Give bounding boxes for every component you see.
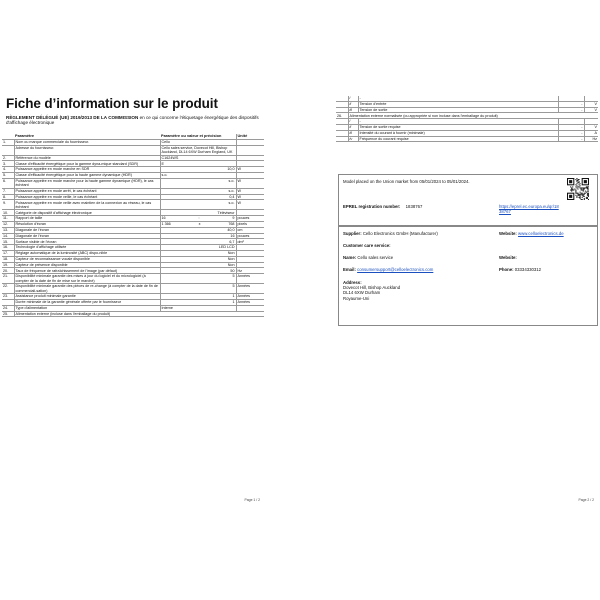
row-value: s.o. [160,188,236,194]
row-unit: pouces [236,216,264,222]
row-unit: Années [236,284,264,294]
row-number: 4. [2,167,14,173]
row-parameter: Disponibilité minimale garantie des mises à jour du logiciel et du micrologiciel (à compter de la date de fin de mise sur le marché) [14,274,160,284]
eprel-label: EPREL registration number: [343,204,401,209]
row-unit: V [584,101,598,107]
row-subindex: ii [348,124,358,130]
row-parameter: Tension d'entrée [358,101,558,107]
row-parameter: Puissance appelée en mode marche pour la haute gamme dynamique (HDR), le cas échéant [14,178,160,188]
table-row [2,145,264,155]
row-number: 25. [2,311,14,317]
row-number: 24. [2,305,14,311]
row-parameter: Classe d'efficacité énergétique pour la haute gamme dynamique (HDR) [14,172,160,178]
table-row [2,284,264,294]
table-row [336,136,598,142]
row-parameter: Capteur de présence disponible [14,262,160,268]
market-placement: Model placed on the Union market from 05/01/2024 to 05/01/2024. [343,179,470,184]
row-number: 2. [2,155,14,161]
row-number [2,145,14,155]
row-number: 9. [2,200,14,210]
row-parameter: Référence du modèle [14,155,160,161]
phone-label: Phone: [499,267,514,272]
address-label: Address: [343,280,362,285]
row-unit: V [584,107,598,113]
row-parameter: Adresse du fournisseur. [14,145,160,155]
name-label: Name: [343,255,357,260]
row-unit: Années [236,274,264,284]
row-number: 14. [2,233,14,239]
table-row [2,311,264,317]
row-unit: A [584,130,598,136]
row-number: 20. [2,268,14,274]
customer-care-heading: Customer care service: [343,243,391,248]
row-number: 7. [2,188,14,194]
row-value: E [160,161,236,167]
row-parameter: Assistance produit minimale garantie [14,294,160,300]
row-parameter: Tension de sortie requise [358,124,558,130]
row-value: Cello [160,139,236,145]
row-parameter: Puissance appelée en mode arrêt, le cas échéant [14,188,160,194]
page-title: Fiche d’information sur le produit [6,96,218,111]
row-value-part: x [198,222,201,227]
row-value-part: 768 [228,222,235,227]
row-number: 21. [2,274,14,284]
row-unit: Années [236,294,264,300]
row-value-part: : [198,216,200,221]
row-number: 11. [2,216,14,222]
row-value: Non [160,262,236,268]
row-unit [236,145,264,155]
row-parameter: Tension de sortie [358,107,558,113]
row-number: 8. [2,194,14,200]
row-number: 16. [2,245,14,251]
row-parameter: Surface visible de l'écran [14,239,160,245]
row-value: C1624WS [160,155,236,161]
row-value: 6,7 [160,239,236,245]
row-parameter: Diagonale de l'écran [14,233,160,239]
row-unit: W [236,178,264,188]
row-value: Non [160,256,236,262]
row-parameter: Taux de fréquence de rafraîchissement de l'image (par défaut) [14,268,160,274]
address-line: Dovecot Hill, Bishop Auckland [343,285,401,291]
contact-box [338,226,598,326]
website-label: Website: [499,231,517,236]
row-unit: Hz [236,268,264,274]
row-number: 15. [2,239,14,245]
row-value: - [558,124,584,130]
row-parameter: Alimentation externe normalisée (ou appropriée si non incluse dans l'emballage du produit) [348,113,598,119]
table-row [2,178,264,188]
address-block [343,280,400,301]
row-value: s.o. [160,178,236,188]
row-number: 3. [2,161,14,167]
row-subindex: iii [348,107,358,113]
row-value-part: 16 [161,216,166,221]
row-parameter: Rapport de taille [14,216,160,222]
header-value: Paramètre ou valeur et précision [160,134,236,139]
row-unit: pouces [236,233,264,239]
row-parameter: Résolution d'écran [14,221,160,227]
row-parameter: Intensité du courant à fournir (minimale) [358,130,558,136]
row-unit: Hz [584,136,598,142]
row-unit: W [236,188,264,194]
row-number: 5. [2,172,14,178]
row-unit: pixels [236,221,264,227]
eprel-link[interactable]: https://eprel.ec.europa.eu/qr/18 38767 [499,204,559,215]
row-value: - [558,101,584,107]
row-unit: W [236,200,264,210]
page-footer: Page 1 / 2 [244,498,260,502]
row-parameter: - [358,96,558,101]
row-value: 1 [160,294,236,300]
row-parameter: - [358,119,558,125]
email-link[interactable]: consumersupport@celloelectronics.com [357,267,434,272]
phone-value: 03334330312 [514,267,542,272]
eprel-number: 1838767 [405,204,423,209]
header-unit: Unité [236,134,264,139]
row-parameter: Catégorie de dispositif d'affichage électronique [14,210,160,216]
email-label: Email: [343,267,356,272]
row-value: 1 [160,299,236,305]
row-parameter: Réglage automatique de la luminosité (ABC) dispo-nible [14,250,160,256]
table-row [2,200,264,210]
row-subindex: iv [348,136,358,142]
row-unit: W [236,167,264,173]
row-subindex: i [348,96,358,101]
row-value: Non [160,250,236,256]
row-number: 22. [2,284,14,294]
page-1 [2,92,264,504]
row-number: 12. [2,221,14,227]
row-parameter: Disponibilité minimale garantie des pièces de re-change (à compter de la date de fin de commerciali-sation) [14,284,160,294]
row-value: LED LCD [160,245,236,251]
row-number: 10. [2,210,14,216]
row-parameter: Type d'alimentation [14,305,160,311]
row-value: s.o. [160,200,236,210]
row-value: - [558,107,584,113]
row-value: Téléviseur [160,210,236,216]
row-subindex: ii [348,101,358,107]
row-parameter: Durée minimale de la garantie générale offerte par le fournisseur [14,299,160,305]
page-footer: Page 2 / 2 [578,498,594,502]
row-unit: Années [236,299,264,305]
row-parameter: Alimentation externe (incluse dans l'emballage du produit) [14,311,264,317]
row-number: 18. [2,256,14,262]
address-line: Royaume-Uni [343,295,370,301]
row-parameter: Puissance appelée en mode veille avec maintien de la connexion au réseau, le cas échéant [14,200,160,210]
supplier-website-link[interactable]: www.celloelectronics.de [518,231,564,236]
row-parameter: Puissance appelée en mode marche en SDR [14,167,160,173]
name-value: Cello sales service [357,255,394,260]
page-2 [336,92,598,504]
eprel-box [338,174,598,226]
row-parameter: Nom ou marque commerciale du fournisseur. [14,139,160,145]
row-subindex: i [348,119,358,125]
row-parameter: Diagonale de l'écran [14,227,160,233]
row-unit: V [584,124,598,130]
row-value-part: 1 366 [161,222,171,227]
row-value: Cello sales service, Dovecot Hill, Bishop Auckland, DL14 6XW Durham England, UK [160,145,236,155]
row-number: 26. [336,113,348,119]
header-param: Paramètre [14,134,160,139]
row-number: 6. [2,178,14,188]
row-number: 19. [2,262,14,268]
row-subindex: iii [348,130,358,136]
row-value-part: 9 [232,216,235,221]
row-value: - [558,136,584,142]
table-row [2,274,264,284]
qr-code-icon [567,178,589,200]
row-value: 0,4 [160,194,236,200]
row-value: 5 [160,284,236,294]
care-website-label: Website: [499,255,517,260]
row-number: 23. [2,294,14,300]
row-value: 50 [160,268,236,274]
regulation-intro: RÈGLEMENT DÉLÉGUÉ (UE) 2019/2013 DE LA COMMISSION en ce qui concerne l'étiquetage énergétique des dispositifs d'affichage électronique [6,115,259,126]
row-value: 10,0 [160,167,236,173]
row-parameter: Classe d'efficacité énergétique pour la gamme dyna-mique standard (SDR) [14,161,160,167]
row-parameter: Fréquence du courant requise [358,136,558,142]
row-unit: W [236,194,264,200]
row-parameter: Technologie d'affichage utilisée [14,245,160,251]
power-supply-table [336,96,598,142]
row-unit: cm [236,227,264,233]
address-line: DL14 6XW Durham [343,290,381,296]
row-number [336,136,348,142]
product-spec-table [2,134,264,317]
row-value: Interne [160,305,236,311]
row-value: 16 [160,233,236,239]
row-number: 13. [2,227,14,233]
supplier-label: Supplier: [343,231,362,236]
supplier-value: Cello Electronics GmbH (Manufacturer) [362,231,438,236]
row-parameter: Puissance appelée en mode veille, le cas échéant [14,194,160,200]
row-parameter: Capteur de reconnaissance vocale disponible [14,256,160,262]
row-value: s.o. [160,172,236,178]
row-number: 1. [2,139,14,145]
row-value: - [558,130,584,136]
row-unit: dm² [236,239,264,245]
row-value: 40,0 [160,227,236,233]
row-value: 5 [160,274,236,284]
row-number: 17. [2,250,14,256]
